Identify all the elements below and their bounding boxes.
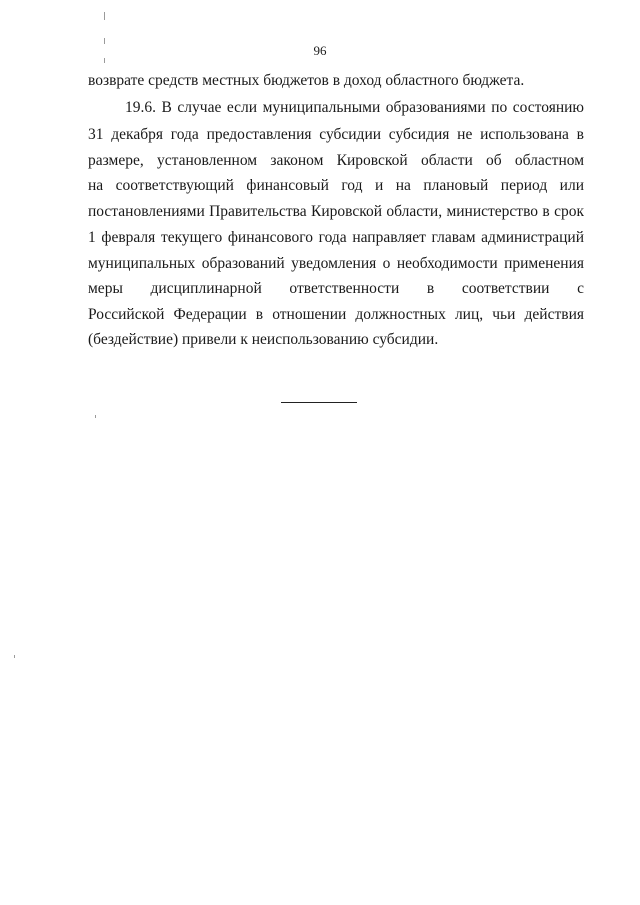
text-line: муниципальных образований уведомления о необходимости применения xyxy=(88,255,584,272)
text-line: возврате средств местных бюджетов в доход областного бюджета. xyxy=(88,72,525,89)
text-line: 19.6. В случае если муниципальными образованиями по состоянию xyxy=(125,99,584,116)
text-line: меры дисциплинарной ответственности в соответствии с xyxy=(88,280,584,297)
text-line: (бездействие) привели к неиспользованию субсидии. xyxy=(88,331,439,348)
scan-speck xyxy=(104,58,105,63)
scan-speck xyxy=(104,12,105,20)
text-line: Российской Федерации в отношении должностных лиц, чьи действия xyxy=(88,306,584,323)
end-separator-line xyxy=(281,402,357,403)
page-number: 96 xyxy=(313,43,327,58)
text-line: 1 февраля текущего финансового года направляет главам администраций xyxy=(88,229,584,246)
scan-speck xyxy=(95,415,96,418)
text-line: размере, установленном законом Кировской области об областном xyxy=(88,152,584,169)
text-line: постановлениями Правительства Кировской области, министерство в срок xyxy=(88,203,584,220)
scan-speck xyxy=(14,655,15,658)
scan-speck xyxy=(104,38,105,44)
text-line: на соответствующий финансовый год и на плановый период или xyxy=(88,177,584,194)
text-line: 31 декабря года предоставления субсидии субсидия не использована в xyxy=(88,126,584,143)
